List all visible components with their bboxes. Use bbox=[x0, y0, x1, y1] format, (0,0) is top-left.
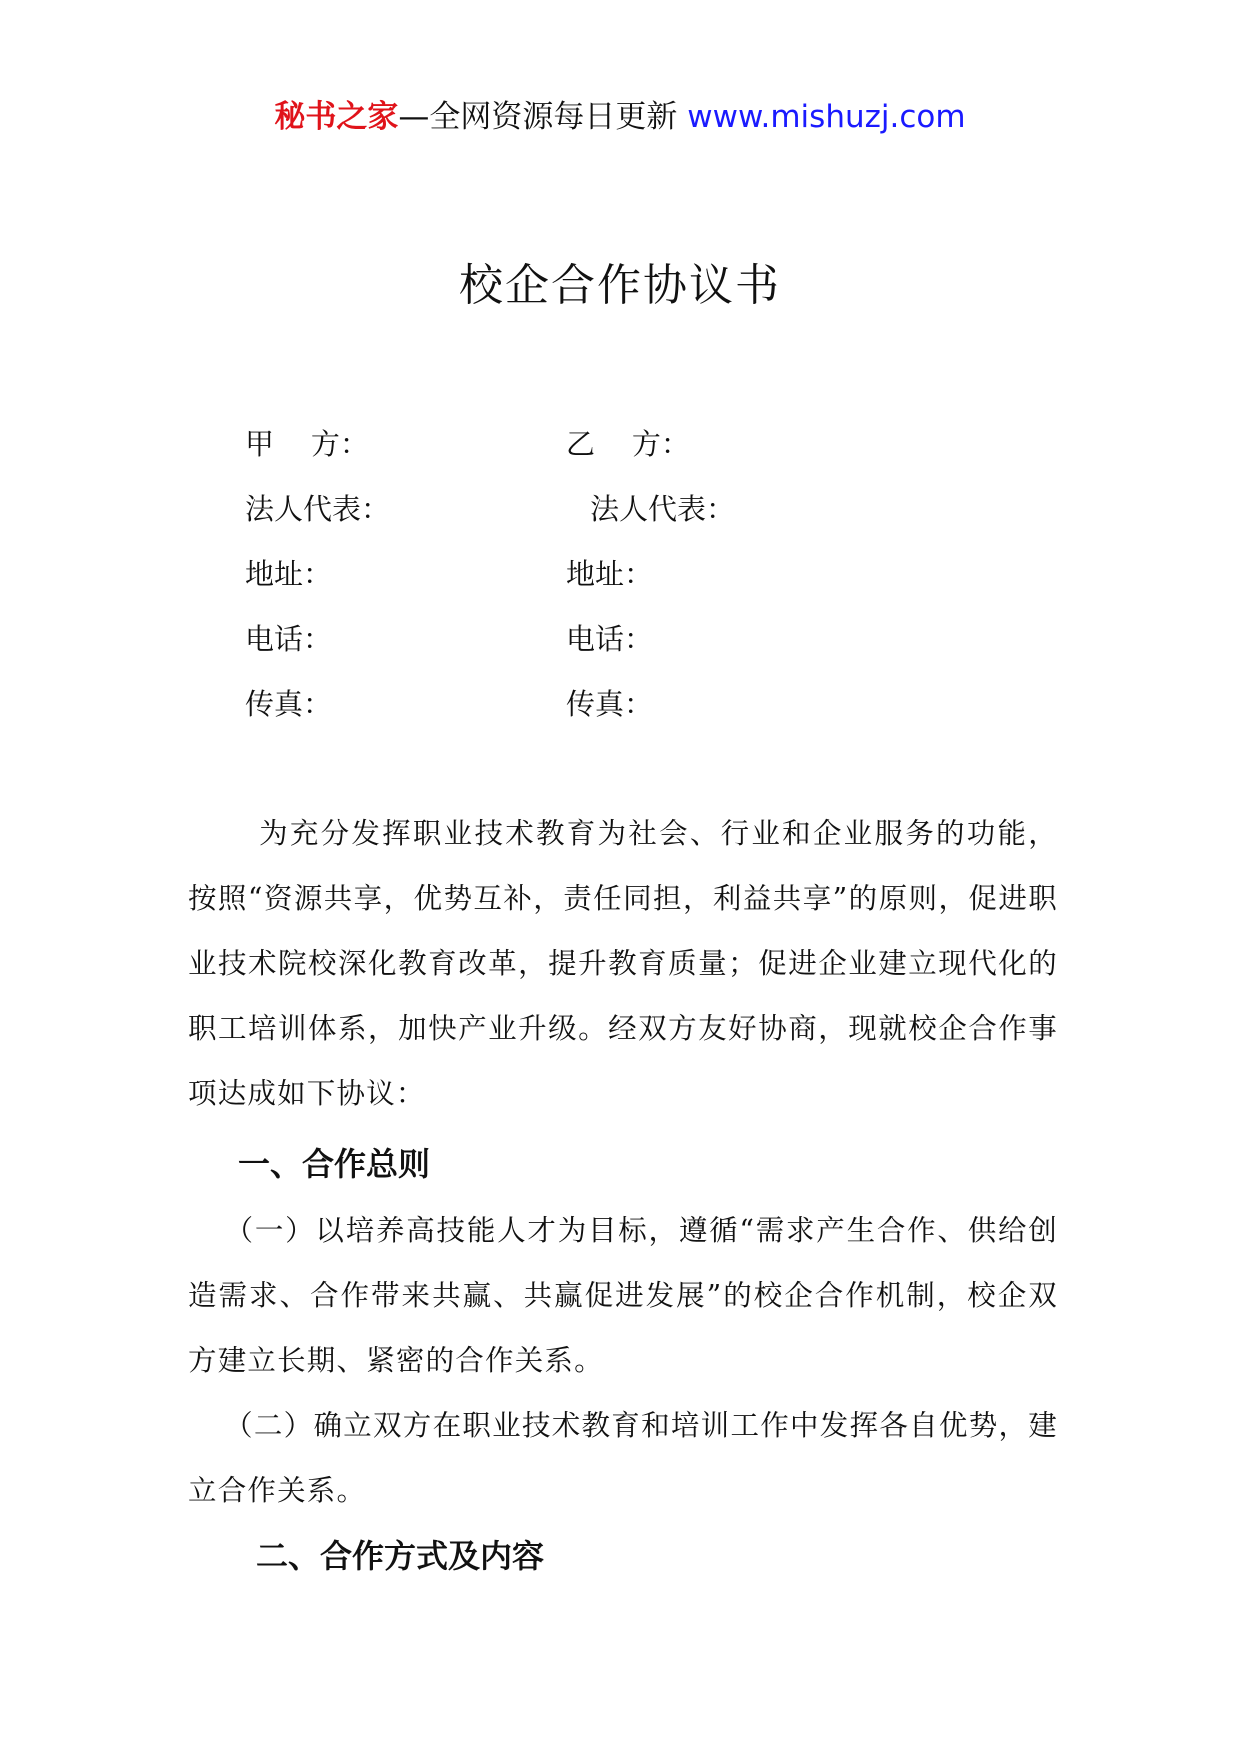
intro-paragraph bbox=[188, 801, 1058, 1126]
site-slogan: —全网资源每日更新 bbox=[398, 99, 688, 135]
party-a-name-label: 甲 方： bbox=[245, 427, 369, 461]
party-a-address-label: 地址： bbox=[245, 557, 333, 591]
document-title: 校企合作协议书 bbox=[459, 260, 781, 311]
site-url[interactable]: www.mishuzj.com bbox=[687, 99, 966, 135]
section-1-heading: 一、合作总则 bbox=[238, 1145, 431, 1183]
section-1-item-2 bbox=[188, 1393, 1058, 1523]
intro-text: 为充分发挥职业技术教育为社会、行业和企业服务的功能，按照“资源共享，优势互补，责任同担，利益共享”的原则，促进职业技术院校深化教育改革，提升教育质量；促进企业建立现代化的职工培训体系，加快产业升级。经双方友好协商，现就校企合作事项达成如下协议： bbox=[188, 817, 1058, 1110]
party-b-phone-label: 电话： bbox=[566, 622, 654, 656]
party-a-phone-label: 电话： bbox=[245, 622, 333, 656]
party-b-address-label: 地址： bbox=[566, 557, 654, 591]
party-a-rep-label: 法人代表： bbox=[245, 492, 391, 526]
party-b-fax-label: 传真： bbox=[566, 687, 654, 721]
section-2-heading: 二、合作方式及内容 bbox=[256, 1537, 545, 1575]
party-b-name-label: 乙 方： bbox=[566, 427, 690, 461]
party-b-rep-label: 法人代表： bbox=[590, 492, 736, 526]
site-header bbox=[0, 97, 1240, 137]
site-brand: 秘书之家 bbox=[274, 99, 399, 135]
section-1-item-2-text: （二）确立双方在职业技术教育和培训工作中发挥各自优势，建立合作关系。 bbox=[188, 1409, 1058, 1507]
section-1-item-1-text: （一）以培养高技能人才为目标，遵循“需求产生合作、供给创造需求、合作带来共赢、共赢促进发展”的校企合作机制，校企双方建立长期、紧密的合作关系。 bbox=[188, 1214, 1058, 1377]
section-1-item-1 bbox=[188, 1198, 1058, 1393]
party-a-fax-label: 传真： bbox=[245, 687, 333, 721]
